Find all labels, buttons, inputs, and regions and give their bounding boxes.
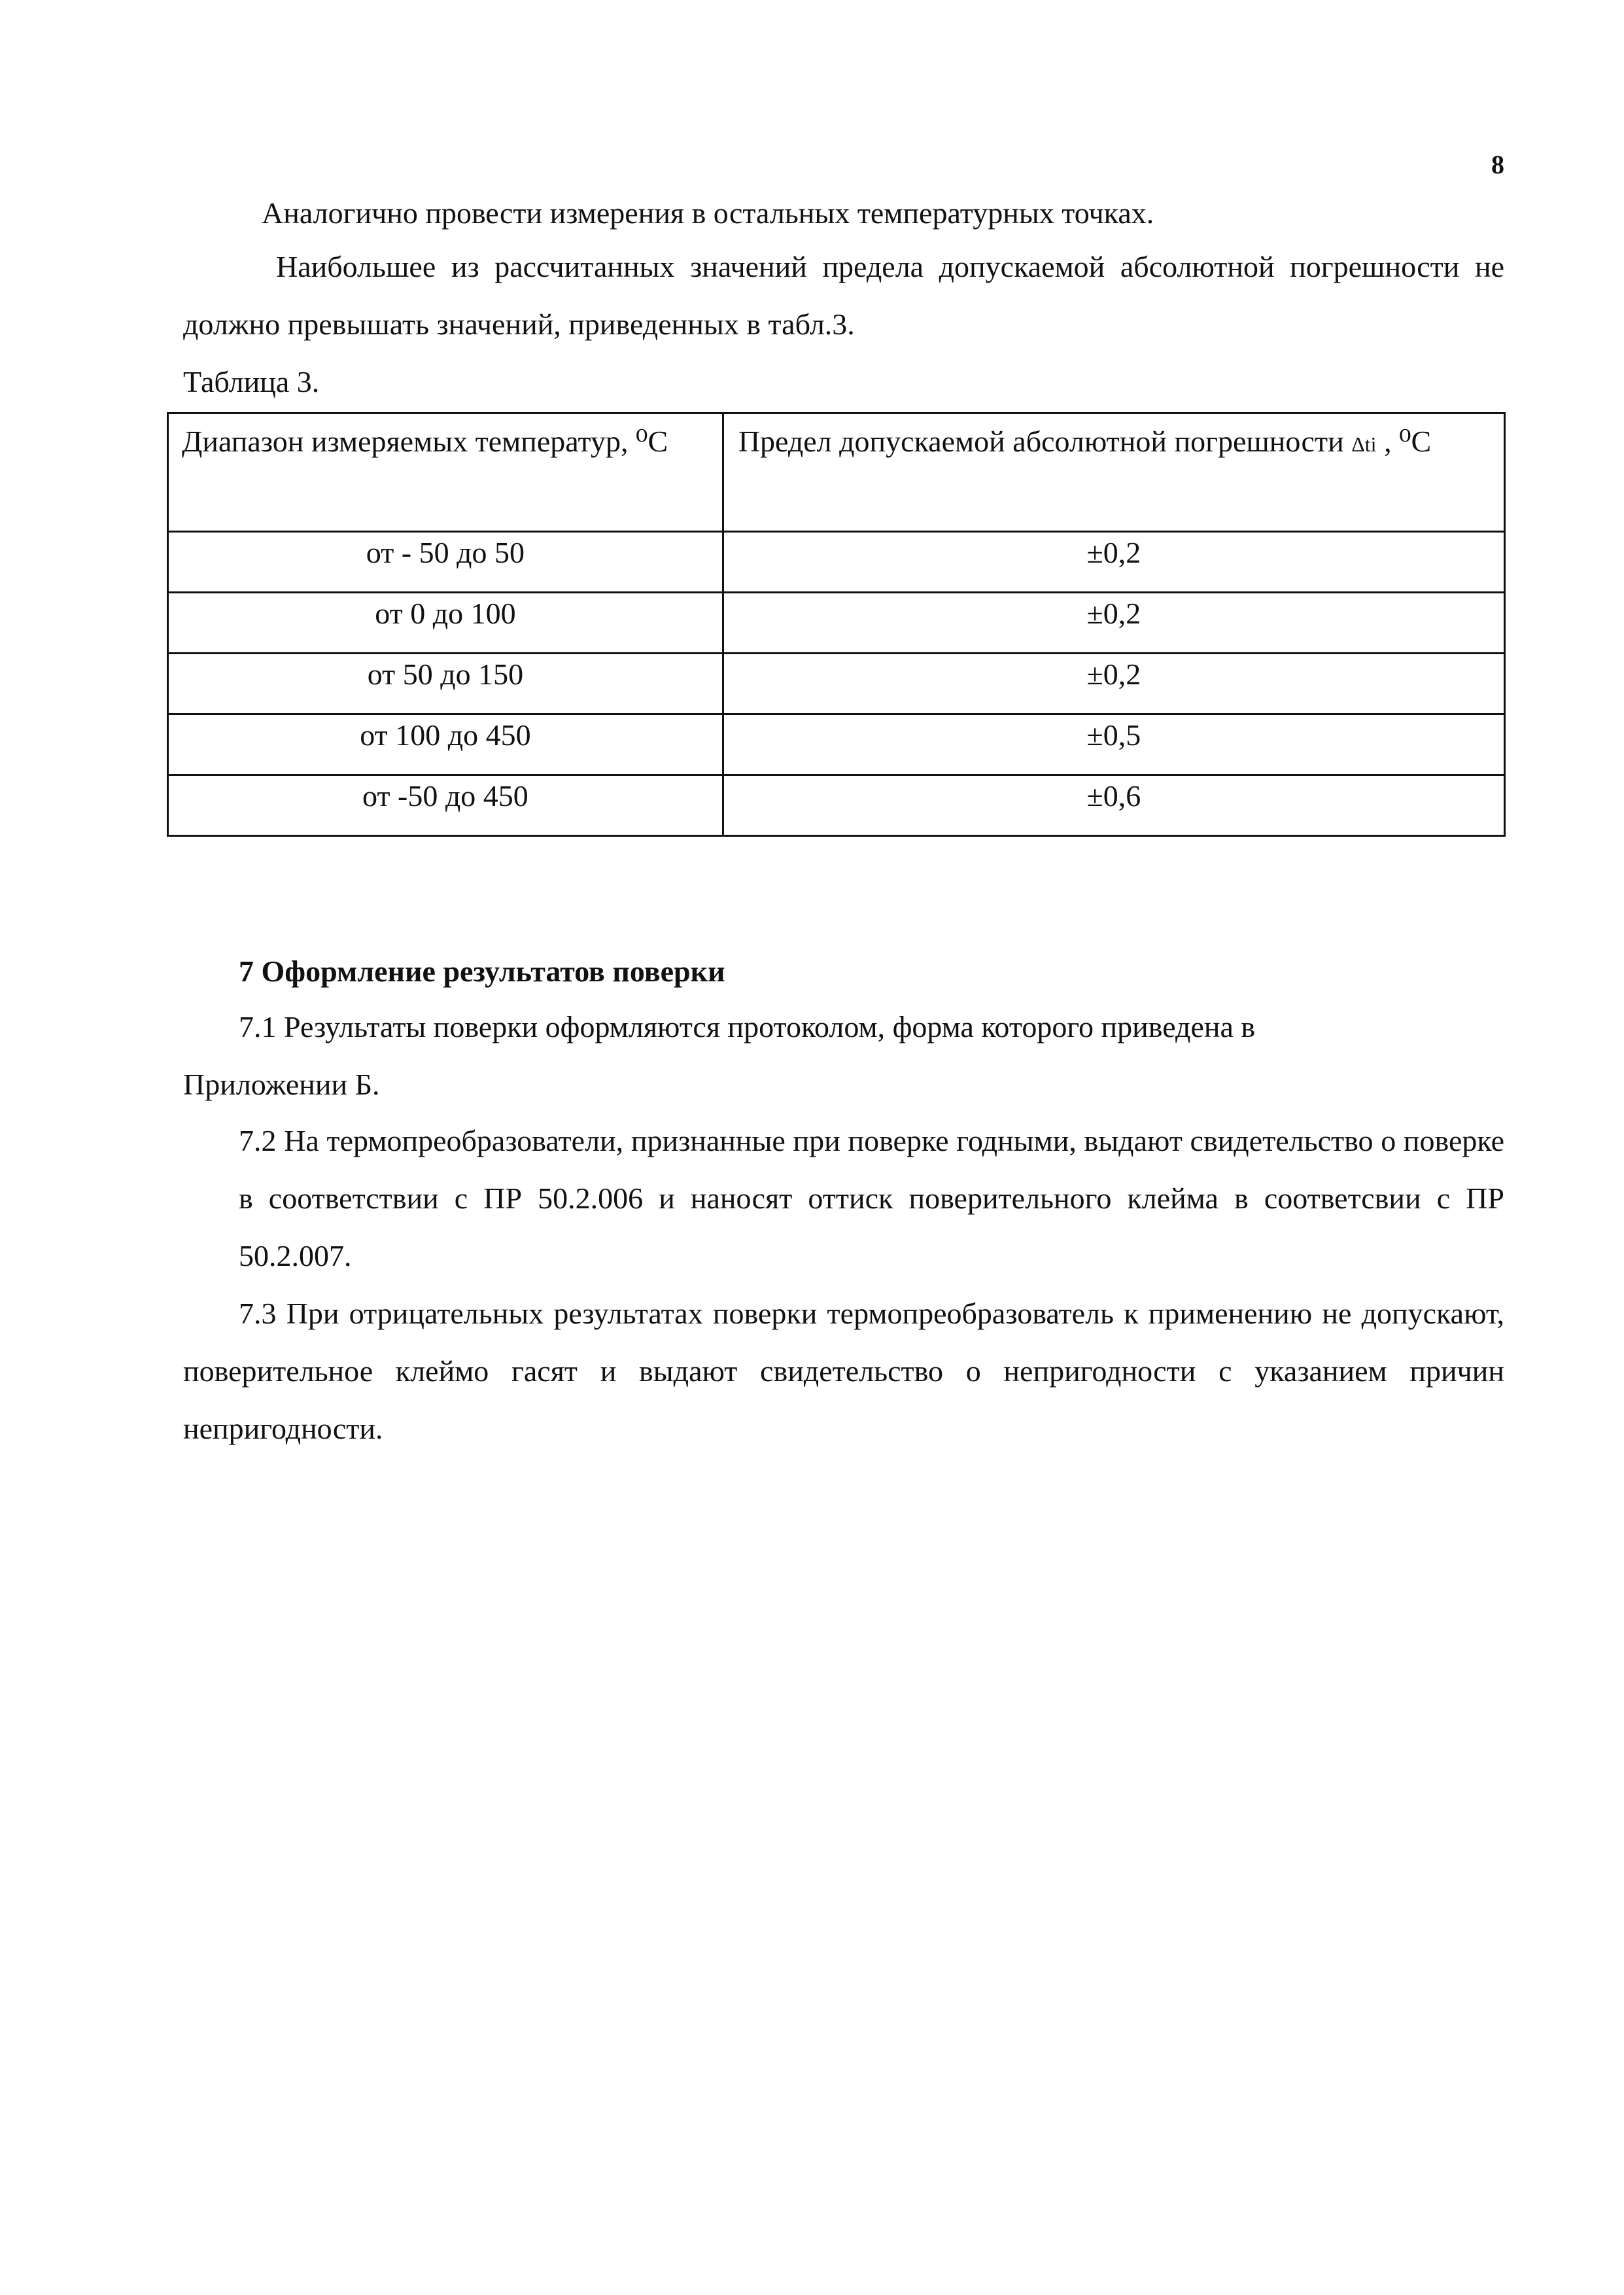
paragraph-measurements: Аналогично провести измерения в остальных температурных точках.: [262, 196, 1154, 230]
error-limits-table: [167, 412, 1506, 837]
range-cell: от 50 до 150: [168, 654, 723, 714]
delta-ti-symbol: Δti: [1351, 432, 1377, 456]
table-row: [168, 775, 1505, 836]
paragraph-7-2: 7.2 На термопреобразователи, признанные при поверке годными, выдают свидетельство о поверке в соответствии с ПР 50.2.006 и наносят оттиск поверительного клейма в соответсвии с ПР 50.2.007.: [239, 1124, 1504, 1272]
table-row: [168, 532, 1505, 593]
table-row: [168, 714, 1505, 775]
paragraph-7-3: 7.3 При отрицательных результатах поверки термопреобразователь к применению не допускают, поверительное клеймо гасят и выдают свидетельство о непригодности с указанием причин непригодности.: [183, 1297, 1504, 1445]
limit-cell: ±0,2: [723, 593, 1504, 654]
range-cell: от - 50 до 50: [168, 532, 723, 593]
header-error-limit: [723, 413, 1504, 532]
section-7-heading: 7 Оформление результатов поверки: [239, 955, 725, 988]
header-error-limit-unit: , ⁰С: [1376, 425, 1432, 458]
paragraph-7-1: 7.1 Результаты поверки оформляются протоколом, форма которого приведена в Приложении Б.: [183, 1010, 1256, 1101]
page-number: 8: [1491, 150, 1504, 179]
range-cell: от 100 до 450: [168, 714, 723, 775]
range-cell: от 0 до 100: [168, 593, 723, 654]
limit-cell: ±0,2: [723, 532, 1504, 593]
range-cell: от -50 до 450: [168, 775, 723, 836]
limit-cell: ±0,5: [723, 714, 1504, 775]
limit-cell: ±0,6: [723, 775, 1504, 836]
limit-cell: ±0,2: [723, 654, 1504, 714]
table-caption: Таблица 3.: [183, 365, 320, 398]
table-header-row: [168, 413, 1505, 532]
table-row: [168, 654, 1505, 714]
header-error-limit-text: Предел допускаемой абсолютной погрешности: [738, 425, 1352, 458]
paragraph-max-error: Наибольшее из рассчитанных значений предела допускаемой абсолютной погрешности не должно превышать значений, приведенных в табл.3.: [183, 250, 1504, 341]
header-temperature-range: Диапазон измеряемых температур, ⁰С: [168, 413, 723, 532]
table-row: [168, 593, 1505, 654]
